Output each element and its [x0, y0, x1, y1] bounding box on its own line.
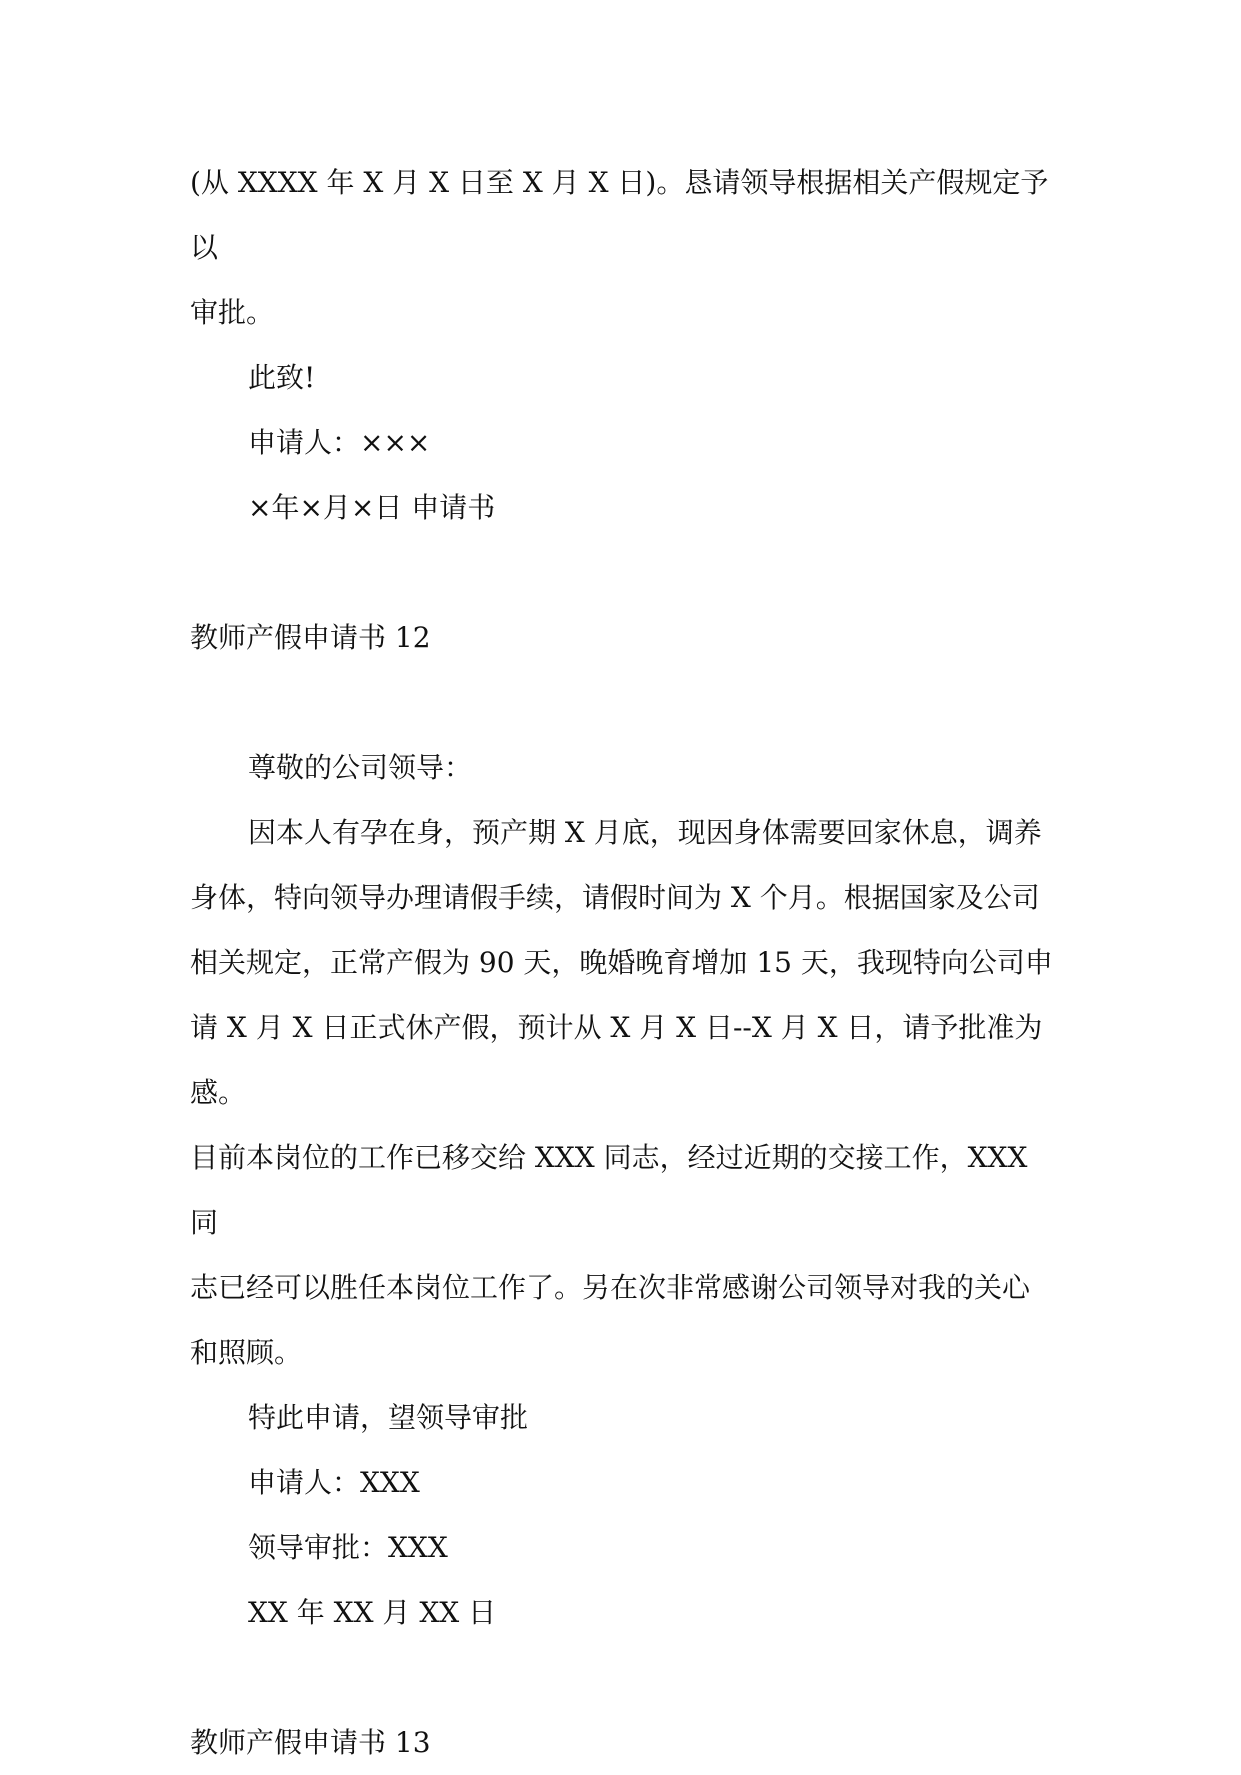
- body-line: 请 X 月 X 日正式休产假，预计从 X 月 X 日--X 月 X 日，请予批准为感。: [190, 1011, 1043, 1109]
- body-line: 和照顾。: [190, 1336, 303, 1369]
- spacer: [190, 670, 1060, 735]
- section-title: 教师产假申请书 12: [190, 621, 431, 654]
- salutation: 尊敬的公司领导：: [248, 751, 473, 784]
- body-line: 志已经可以胜任本岗位工作了。另在次非常感谢公司领导对我的关心: [190, 1271, 1031, 1304]
- body-line: 目前本岗位的工作已移交给 XXX 同志，经过近期的交接工作，XXX 同: [190, 1141, 1028, 1239]
- section-title: 教师产假申请书 13: [190, 1726, 431, 1759]
- request-line: 特此申请，望领导审批: [248, 1401, 529, 1434]
- body-line: 相关规定，正常产假为 90 天，晚婚晚育增加 15 天，我现特向公司申: [190, 946, 1053, 979]
- body-line: 审批。: [190, 296, 275, 329]
- body-line: 因本人有孕在身，预产期 X 月底，现因身体需要回家休息，调养: [248, 816, 1042, 849]
- date-line: XX 年 XX 月 XX 日: [248, 1596, 497, 1629]
- applicant-line: 申请人：XXX: [248, 1466, 420, 1499]
- date-line: ×年×月×日 申请书: [248, 491, 496, 524]
- document-page: [190, 150, 1060, 1775]
- approval-line: 领导审批：XXX: [248, 1531, 448, 1564]
- body-line: 身体，特向领导办理请假手续，请假时间为 X 个月。根据国家及公司: [190, 881, 1040, 914]
- body-line: (从 XXXX 年 X 月 X 日至 X 月 X 日)。恳请领导根据相关产假规定予以: [190, 166, 1049, 264]
- applicant-line: 申请人：×××: [248, 426, 431, 459]
- closing-line: 此致!: [248, 361, 316, 394]
